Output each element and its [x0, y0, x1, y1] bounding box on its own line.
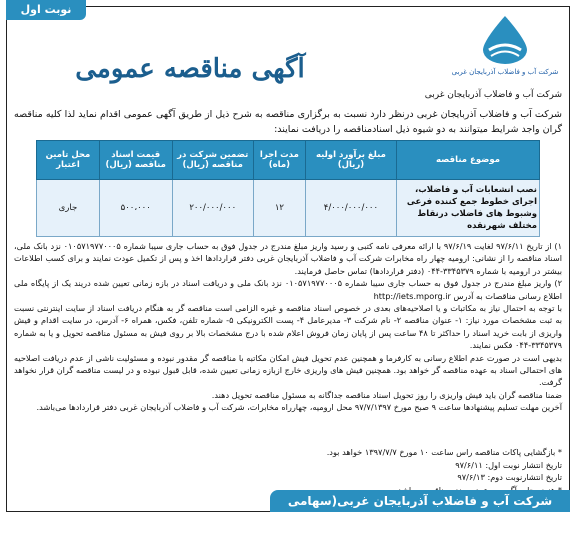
notice-body	[14, 240, 562, 414]
condition-1: ۱) از تاریخ ۹۷/۶/۱۱ لغایت ۹۷/۶/۱۹ با ارائه معرفی نامه کتبی و رسید واریز مبلغ مندرج در جدول فوق به حساب جاری سیبا شماره ۰۱۰۵۷۱۹۷۷۰۰۰۵ نزد بانک ملی، اسناد مناقصه را از نشانی: ارومیه چهار راه مخابرات شرکت آب و فاضلاب آذربایجان غربی دفتر قراردادها اخذ و پس از تکمیل عودت نمایند و برای کسب اطلاعات بیشتر در ارومیه با شماره ۳۳۴۵۳۷۹-۰۴۴ (دفتر قراردادها) تماس حاصل فرمایند.	[14, 241, 562, 276]
cell-funding: جاری	[37, 180, 100, 237]
tender-table	[36, 140, 540, 237]
cell-doc-price: ۵۰۰،۰۰۰	[99, 180, 172, 237]
condition-3: با توجه به احتمال نیاز به مکاتبات و یا اصلاحیه‌های بعدی در خصوص اسناد مناقصه و غیره الزامی است مناقصه گر به هنگام دریافت اسناد از سایت اینترنتی نسبت به ثبت مشخصات مورد نیاز: ۱- عنوان مناقصه ۲- نام شرکت ۳- مدیرعامل ۴- پست الکترونیکی ۵- شماره تلفن، فکس، همراه ۶- آدرس، در سایت اقدام و فیش واریزی از بابت خرید اسناد را حداکثر تا ۴۸ ساعت پس از پایان زمان فروش اعلام شده با درج مشخصات بالا بر روی فیش به مسئول مناقصه تحویل و یا به شماره ۳۳۴۵۳۷۹-۰۴۴ فکس نمایند.	[14, 303, 563, 351]
cell-subject: نصب انشعابات آب و فاضلاب، اجرای خطوط جمع کننده فرعی وشبوط های فاضلاب درنقاط مختلف شهرنقده	[397, 180, 540, 237]
cell-guarantee: ۲۰۰/۰۰۰/۰۰۰	[172, 180, 253, 237]
col-duration: مدت اجرا (ماه)	[253, 141, 305, 180]
intro-paragraph: شرکت آب و فاضلاب آذربایجان غربی درنظر دارد نسبت به برگزاری مناقصه به شرح ذیل از طریق آگهی عمومی اقدام نماید لذا کلیه مناقصه گران واجد شرایط میتوانند به دو شیوه ذیل اسنادمناقصه را دریافت نمایند:	[14, 109, 562, 135]
company-footer-badge: شرکت آب و فاضلاب آذربایجان غربی(سهامی خاص)	[270, 490, 570, 512]
col-subject: موضوع مناقصه	[397, 141, 540, 180]
page-title: آگهی مناقصه عمومی	[75, 54, 305, 84]
water-drop-icon	[475, 14, 535, 66]
condition-2: ۲) واریز مبلغ مندرج در جدول فوق به حساب جاری سیبا شماره ۰۱۰۵۷۱۹۷۷۰۰۰۵ نزد بانک ملی و دریافت اسناد در بازه زمانی تعیین شده دریند یک از پایگاه ملی اطلاع رسانی مناقصات به آدرس http://iets.mporg.ir	[14, 278, 562, 301]
first-publication-date: تاریخ انتشار نوبت اول: ۹۷/۶/۱۱	[455, 459, 562, 470]
edition-badge: نوبت اول	[6, 0, 86, 20]
opening-date: * بازگشایی پاکات مناقصه راس ساعت ۱۰ مورخ ۱۳۹۷/۷/۷ خواهد بود.	[326, 447, 562, 457]
col-doc-price: قیمت اسناد مناقصه (ریال)	[99, 141, 172, 180]
col-guarantee: تضمین شرکت در مناقصه (ریال)	[172, 141, 253, 180]
cell-estimate: ۴/۰۰۰/۰۰۰/۰۰۰	[305, 180, 396, 237]
col-estimate: مبلغ برآورد اولیه (ریال)	[305, 141, 396, 180]
organization-name: شرکت آب و فاضلاب آذربایجان غربی	[424, 90, 562, 100]
logo-caption: شرکت آب و فاضلاب آذربایجان غربی	[451, 68, 559, 76]
condition-4: بدیهی است در صورت عدم اطلاع رسانی به کارفرما و همچنین عدم تحویل فیش امکان مکاتبه با مناقصه گر مقدور نبوده و مسئولیت ناشی از عدم دریافت اصلاحیه های احتمالی اسناد به عهده مناقصه گر خواهد بود. همچنین فیش های واریزی خارج ازبازه زمانی تعیین شده، قابل قبول نبوده و در لیست مناقصه گران قرار نخواهد گرفت.	[14, 352, 562, 388]
deadline-paragraph: آخرین مهلت تسلیم پیشنهادها ساعت ۹ صبح مورخ ۹۷/۷/۱۳۹۷ محل ارومیه، چهارراه مخابرات، شرکت آب و فاضلاب آذربایجان غربی دفتر قراردادها می‌باشد.	[36, 402, 562, 413]
table-header-row	[37, 141, 540, 180]
col-funding: محل تامین اعتبار	[37, 141, 100, 180]
notice-footer	[14, 446, 562, 496]
company-logo	[450, 14, 560, 86]
condition-5: ضمنا مناقصه گران باید فیش واریزی را روز تحویل اسناد مناقصه جداگانه به مسئول مناقصه تحویل دهند.	[211, 389, 562, 400]
second-publication-date: تاریخ انتشارنوبت دوم: ۹۷/۶/۱۳	[457, 472, 562, 482]
table-row	[37, 180, 540, 237]
cell-duration: ۱۲	[253, 180, 305, 237]
